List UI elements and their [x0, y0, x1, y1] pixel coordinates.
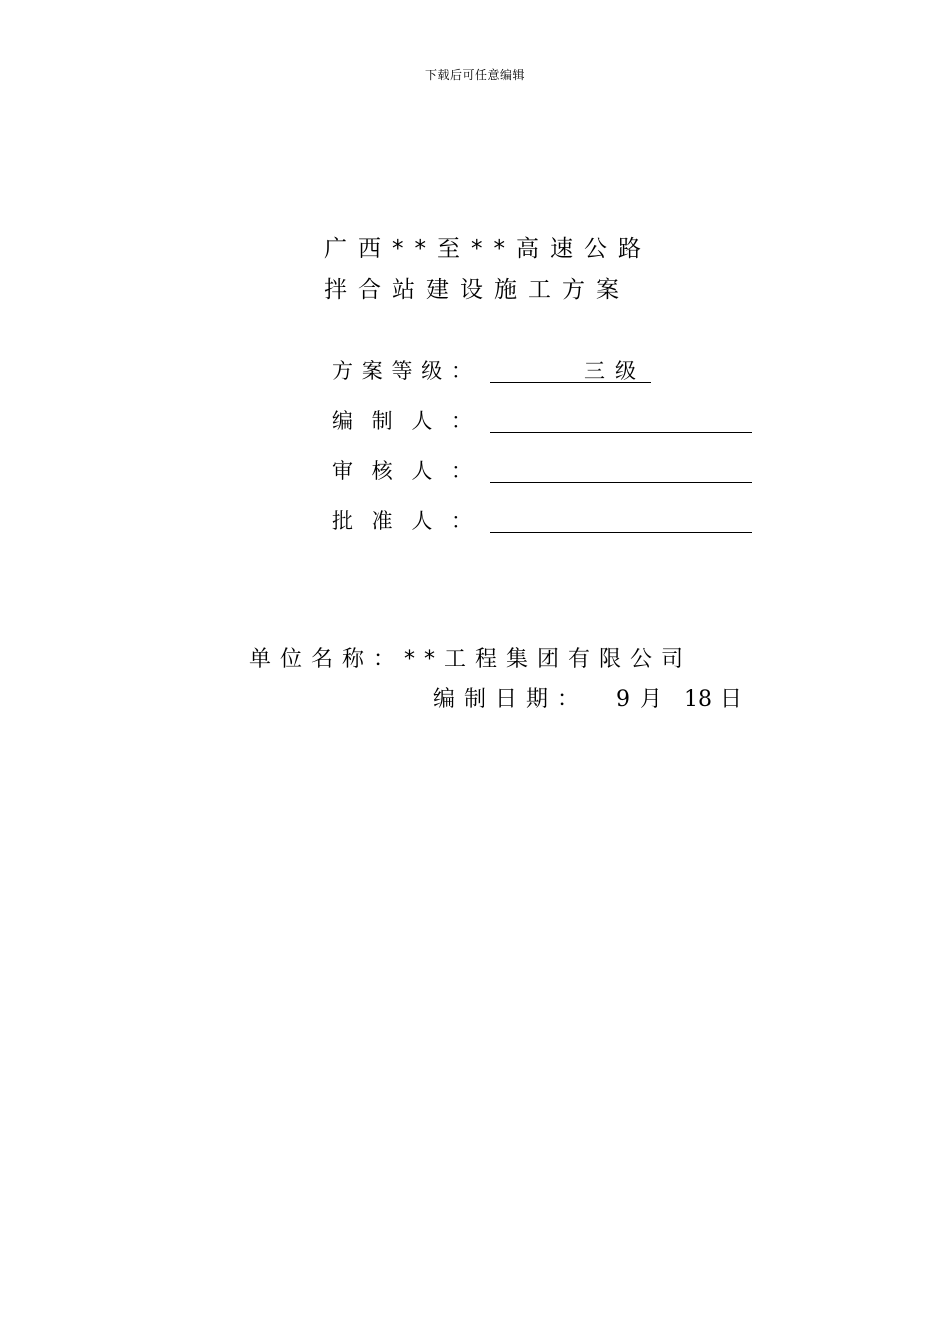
reviewer-label: 审 核 人 ： — [332, 459, 472, 483]
date-day-number: 18 — [684, 687, 713, 712]
header-note: 下载后可任意编辑 — [424, 68, 525, 82]
approver-underline — [490, 532, 752, 533]
date-month-unit: 月 — [640, 687, 663, 712]
editor-label: 编 制 人 ： — [332, 409, 472, 433]
document-title-line-1: 广西**至**高速公路 — [324, 236, 652, 262]
reviewer-underline — [490, 482, 752, 483]
date-month-number: 9 — [616, 687, 631, 712]
date-day-unit: 日 — [720, 687, 743, 712]
grade-label: 方 案 等 级 ： — [332, 359, 472, 383]
unit-name: 单位名称：**工程集团有限公司 — [249, 647, 693, 672]
approver-label: 批 准 人 ： — [332, 509, 472, 533]
grade-value: 三级 — [584, 359, 646, 383]
date-label: 编制日期： — [433, 687, 589, 712]
compile-date — [433, 682, 742, 713]
document-title-line-2: 拌合站建设施工方案 — [324, 277, 630, 303]
editor-underline — [490, 432, 752, 433]
